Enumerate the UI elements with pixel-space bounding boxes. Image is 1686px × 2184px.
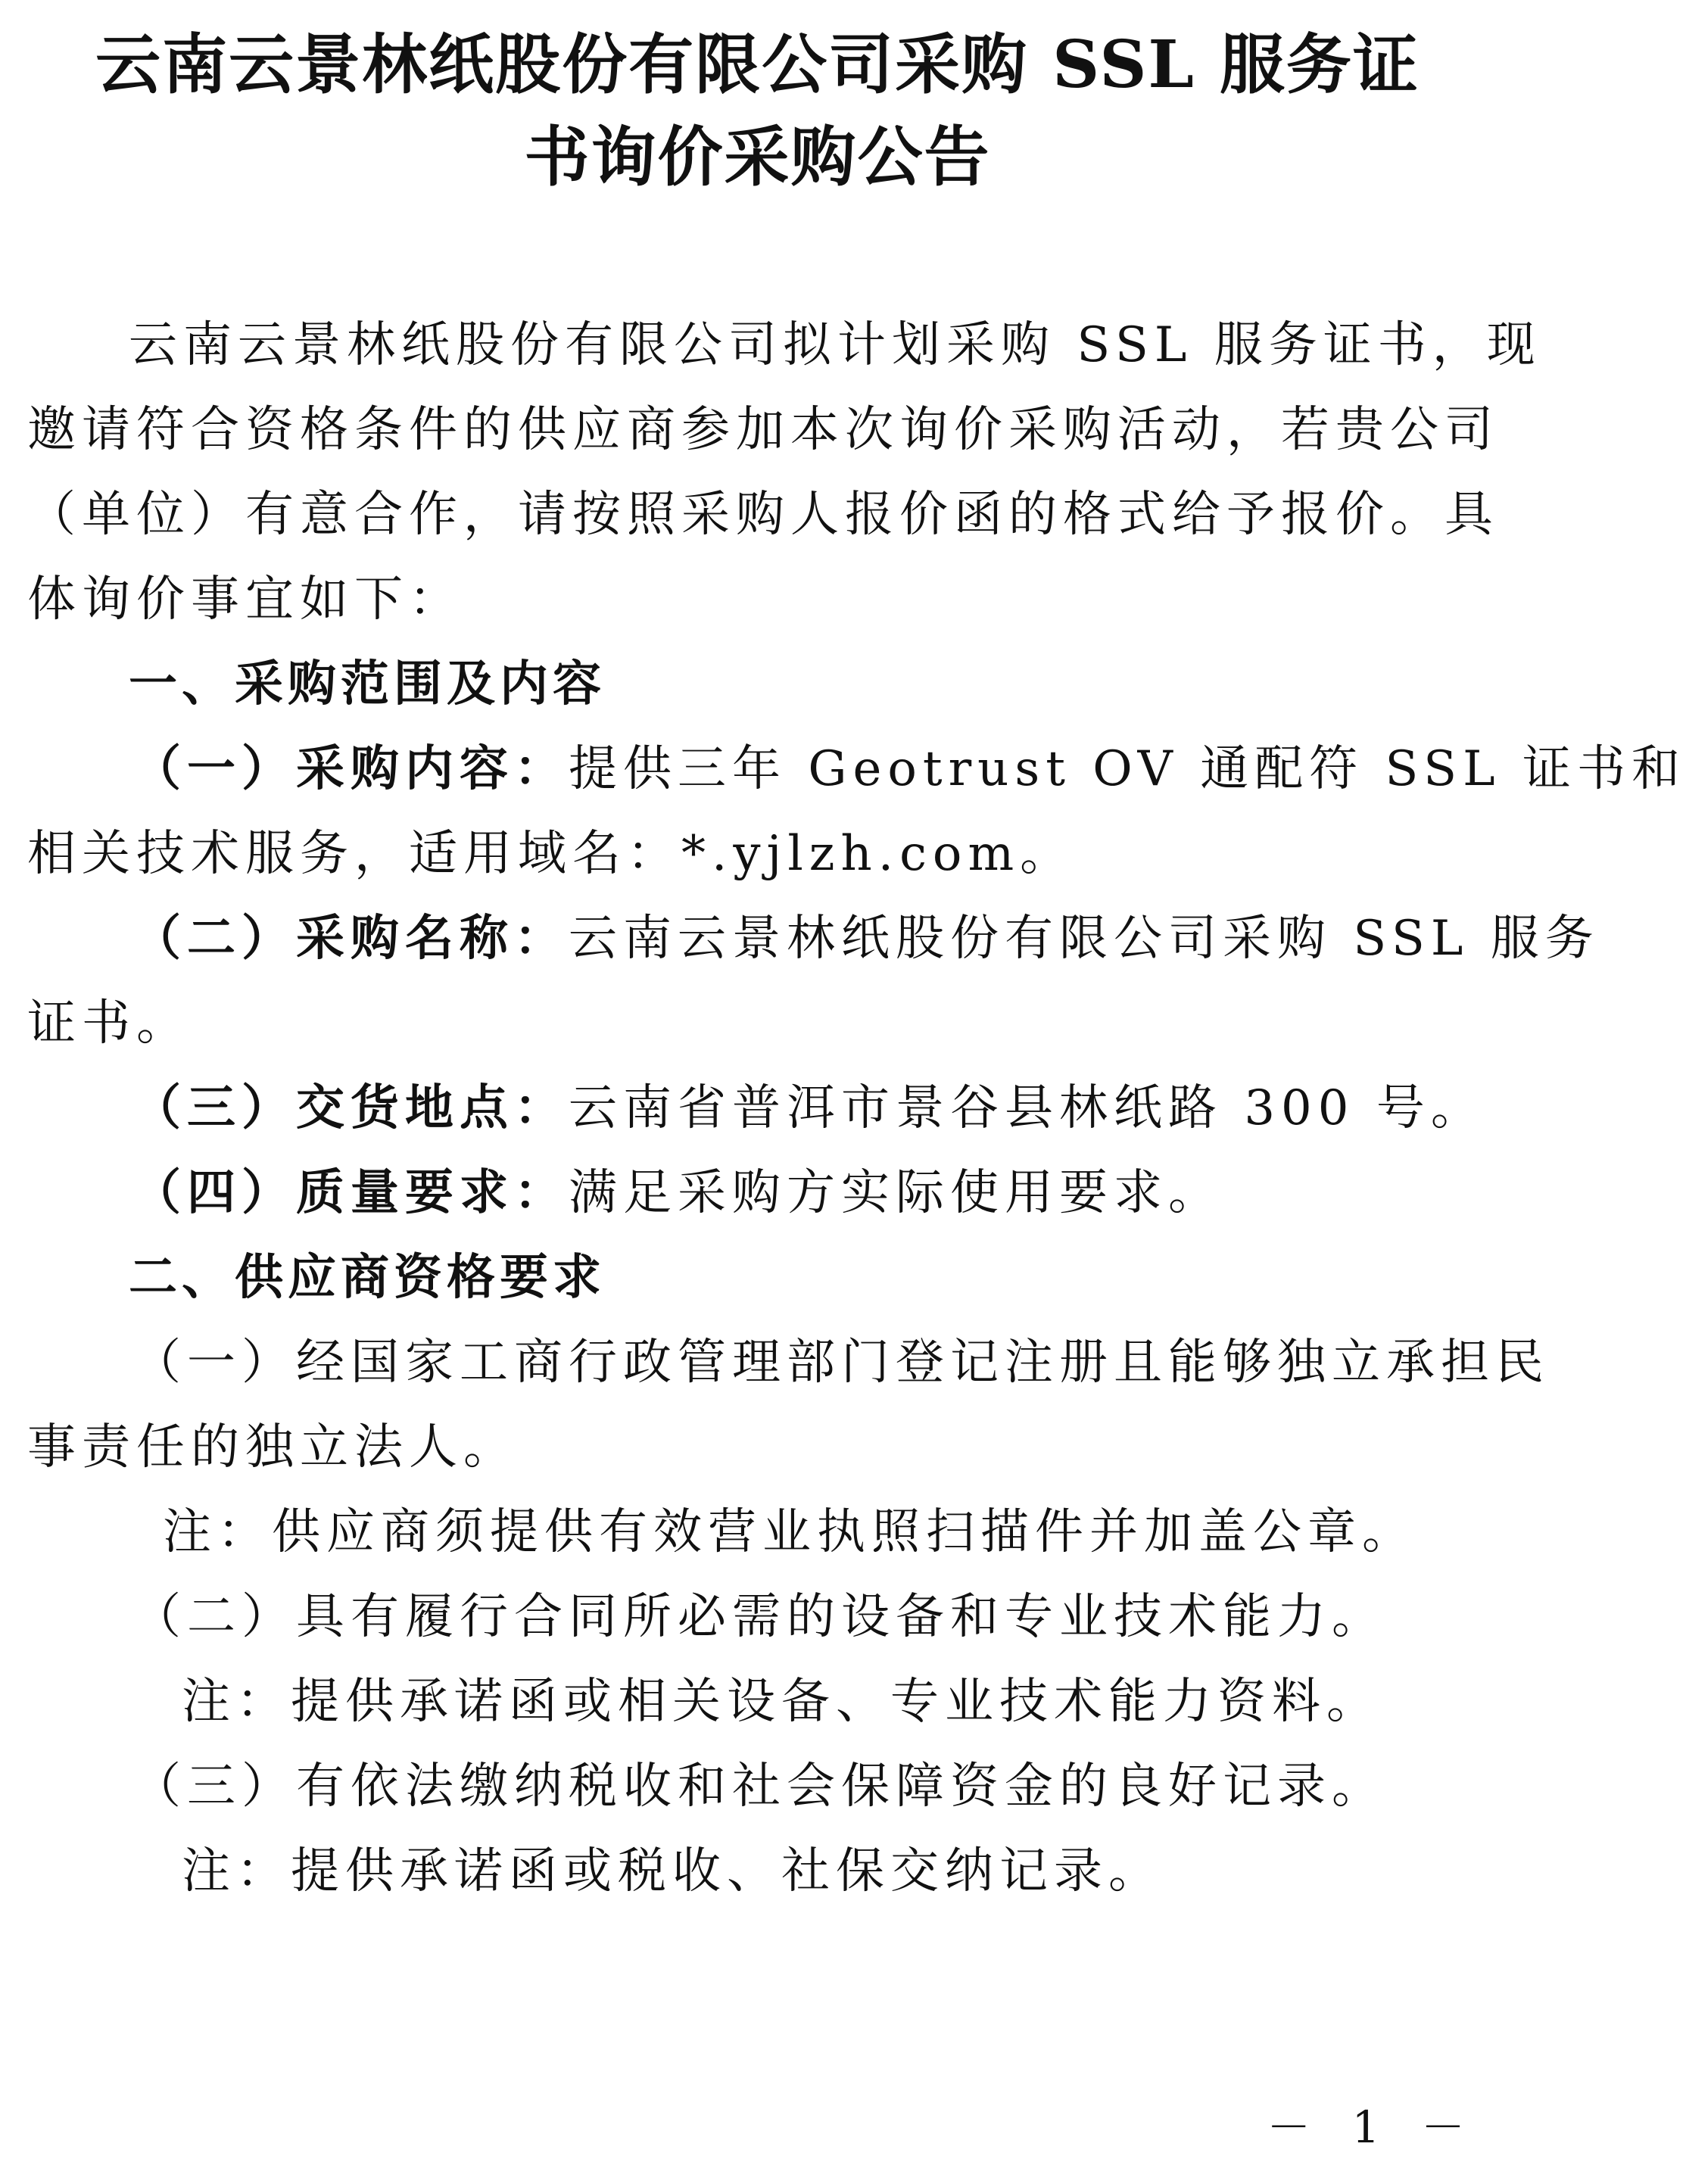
scope-item-delivery-label: （三）交货地点： [132,1080,569,1136]
qualification-note-3: 注：提供承诺函或税收、社保交纳记录。 [182,1843,1163,1899]
scope-item-name [132,908,1600,969]
scope-item-delivery-text: 云南省普洱市景谷县林纸路 300 号。 [569,1080,1485,1136]
scope-item-content [132,739,1686,799]
page-number: － 1 － [1267,2101,1479,2153]
section-heading-scope: 一、采购范围及内容 [129,656,606,712]
scope-item-content-label: （一）采购内容： [132,740,569,797]
intro-line-2: 邀请符合资格条件的供应商参加本次询价采购活动，若贵公司 [27,402,1499,458]
document-title-line-1: 云南云景林纸股份有限公司采购 SSL 服务证 [95,26,1420,103]
qualification-item-1-continued: 事责任的独立法人。 [27,1419,518,1475]
intro-line-3: （单位）有意合作，请按照采购人报价函的格式给予报价。具 [27,487,1499,543]
qualification-note-1: 注：供应商须提供有效营业执照扫描件并加盖公章。 [163,1504,1416,1560]
section-heading-qualification: 二、供应商资格要求 [129,1249,606,1306]
intro-line-1: 云南云景林纸股份有限公司拟计划采购 SSL 服务证书，现 [129,317,1541,373]
scope-item-name-label: （二）采购名称： [132,910,569,967]
intro-line-4: 体询价事宜如下： [27,572,463,628]
qualification-item-1: （一）经国家工商行政管理部门登记注册且能够独立承担民 [132,1335,1550,1391]
qualification-item-3: （三）有依法缴纳税收和社会保障资金的良好记录。 [132,1759,1386,1815]
document-title-line-2: 书询价采购公告 [524,119,991,195]
scope-item-quality-text: 满足采购方实际使用要求。 [569,1165,1223,1221]
scope-item-quality-label: （四）质量要求： [132,1164,569,1221]
qualification-item-2: （二）具有履行合同所必需的设备和专业技术能力。 [132,1589,1386,1645]
scope-item-name-text: 云南云景林纸股份有限公司采购 SSL 服务 [569,911,1600,967]
scope-item-delivery [132,1078,1485,1139]
scope-item-name-continued: 证书。 [27,995,191,1051]
scope-item-content-text: 提供三年 Geotrust OV 通配符 SSL 证书和 [569,741,1686,797]
qualification-note-2: 注：提供承诺函或相关设备、专业技术能力资料。 [182,1674,1381,1730]
scope-item-content-continued: 相关技术服务，适用域名：*.yjlzh.com。 [27,826,1075,882]
scope-item-quality [132,1163,1223,1223]
